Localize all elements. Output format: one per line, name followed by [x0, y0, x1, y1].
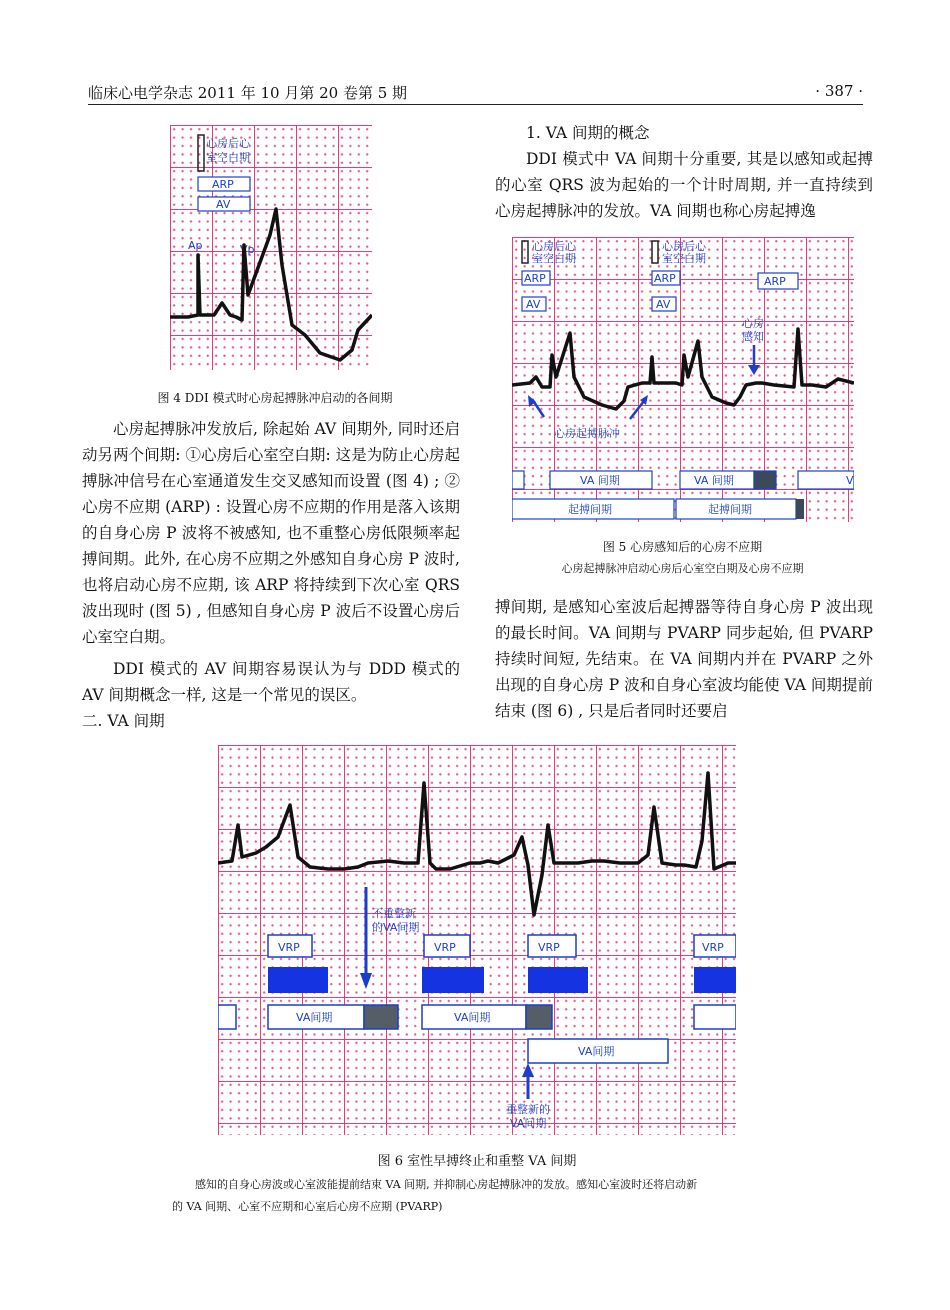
- fig4-label-vp: Vp: [240, 243, 255, 256]
- fig4-label-av: AV: [216, 198, 231, 211]
- fig5-label-pvab-2b: 室空白期: [662, 252, 706, 265]
- fig6-label-reset-2: VA间期: [510, 1117, 547, 1130]
- fig6-label-vrp-d: VRP: [702, 941, 724, 954]
- page-header: [88, 82, 863, 103]
- fig5-label-pace-interval-a: 起搏间期: [568, 503, 612, 516]
- right-paragraph-2: 搏间期, 是感知心室波后起搏器等待自身心房 P 波出现的最长时间。VA 间期与 PVARP 同步起始, 但 PVARP 持续时间短, 先结束。在 VA 间期内并在 PVARP 之外出现的自身心房 P 波和自身心室波均能使 VA 间期提前结束 (图 6) , 只是后者同时还要启: [495, 598, 873, 720]
- figure-4-ecg: [170, 125, 372, 370]
- fig5-label-sense-2: 感知: [742, 330, 764, 343]
- fig6-label-reset-1: 重整新的: [506, 1103, 550, 1116]
- fig5-label-av-a: AV: [526, 298, 541, 311]
- fig4-label-arp: ARP: [212, 178, 234, 191]
- journal-title: 临床心电学杂志 2011 年 10 月第 20 卷第 5 期: [88, 84, 408, 102]
- fig5-label-pace-interval-b: 起搏间期: [708, 503, 752, 516]
- fig5-label-va-b: VA 间期: [694, 474, 734, 487]
- figure-5-ecg: [512, 237, 854, 522]
- left-paragraph-2: DDI 模式的 AV 间期容易误认为与 DDD 模式的 AV 间期概念一样, 这是一个常见的误区。: [82, 660, 460, 704]
- page-number: · 387 ·: [815, 82, 863, 100]
- fig5-label-sense-1: 心房: [742, 317, 764, 330]
- fig4-label-ap: Ap: [188, 239, 203, 252]
- left-column: [82, 416, 460, 734]
- left-paragraph-1: 心房起搏脉冲发放后, 除起始 AV 间期外, 同时还启动另两个间期: ①心房后心室空白期: 这是为防止心房起搏脉冲信号在心室通道发生交叉感知而设置 (图 4) ; ②心房不应期 (ARP) : 设置心房不应期的作用是落入该期的自身心房 P 波将不被感知, 也不重整心房低限频率起搏间期。此外, 在心房不应期之外感知自身心房 P 波时, 也将启动心房不应期, 该 ARP 将持续到下次心室 QRS 波出现时 (图 5) , 但感知自身心房 P 波后不设置心房后心室空白期。: [82, 420, 460, 646]
- fig6-label-vrp-c: VRP: [538, 941, 560, 954]
- figure-6-caption-sub-1: 感知的自身心房波或心室波能提前结束 VA 间期, 并抑制心房起搏脉冲的发放。感知心室波时还将启动新: [195, 1178, 698, 1191]
- fig6-label-va-b: VA间期: [454, 1011, 491, 1024]
- fig5-label-pvab-1a: 心房后心: [532, 240, 576, 253]
- fig6-label-vrp-b: VRP: [434, 941, 456, 954]
- fig6-label-no-reset-1: 不重整新: [372, 907, 416, 920]
- right-column-bottom: [495, 594, 873, 724]
- fig6-label-no-reset-2: 的VA间期: [372, 921, 420, 934]
- figure-6-caption: 图 6 室性早搏终止和重整 VA 间期: [377, 1154, 577, 1169]
- right-heading: 1. VA 间期的概念: [526, 124, 650, 142]
- figure-6-ecg: [218, 745, 736, 1135]
- fig5-label-va-a: VA 间期: [580, 474, 620, 487]
- fig5-label-arp-c: ARP: [764, 275, 786, 288]
- figure-4-caption: 图 4 DDI 模式时心房起搏脉冲启动的各间期: [157, 391, 393, 405]
- fig5-label-pvab-1b: 心房后心: [662, 240, 706, 253]
- fig5-label-arp-b: ARP: [654, 272, 676, 285]
- fig5-label-pvab-2a: 室空白期: [532, 252, 576, 265]
- figure-5-caption: 图 5 心房感知后的心房不应期: [602, 540, 763, 554]
- right-paragraph-1: DDI 模式中 VA 间期十分重要, 其是以感知或起搏的心室 QRS 波为起始的一个计时周期, 并一直持续到心房起搏脉冲的发放。VA 间期也称心房起搏逸: [495, 150, 873, 220]
- fig6-label-vrp-a: VRP: [278, 941, 300, 954]
- fig5-label-va-c: V: [846, 474, 854, 487]
- fig5-label-arp-a: ARP: [524, 272, 546, 285]
- fig6-label-va-c: VA间期: [578, 1045, 615, 1058]
- fig4-label-pvab-2: 室空白期: [206, 151, 250, 164]
- fig4-label-pvab-1: 心房后心: [206, 137, 250, 150]
- fig5-label-av-b: AV: [656, 298, 671, 311]
- left-heading-va: 二. VA 间期: [82, 712, 165, 730]
- right-column-top: [495, 120, 873, 224]
- figure-5-caption-sub: 心房起搏脉冲启动心房后心室空白期及心房不应期: [561, 562, 804, 575]
- fig5-label-pace: 心房起搏脉冲: [554, 427, 620, 440]
- figure-6-caption-sub-2: 的 VA 间期、心室不应期和心室后心房不应期 (PVARP): [172, 1200, 443, 1213]
- header-rule: [88, 104, 863, 105]
- fig6-label-va-a: VA间期: [296, 1011, 333, 1024]
